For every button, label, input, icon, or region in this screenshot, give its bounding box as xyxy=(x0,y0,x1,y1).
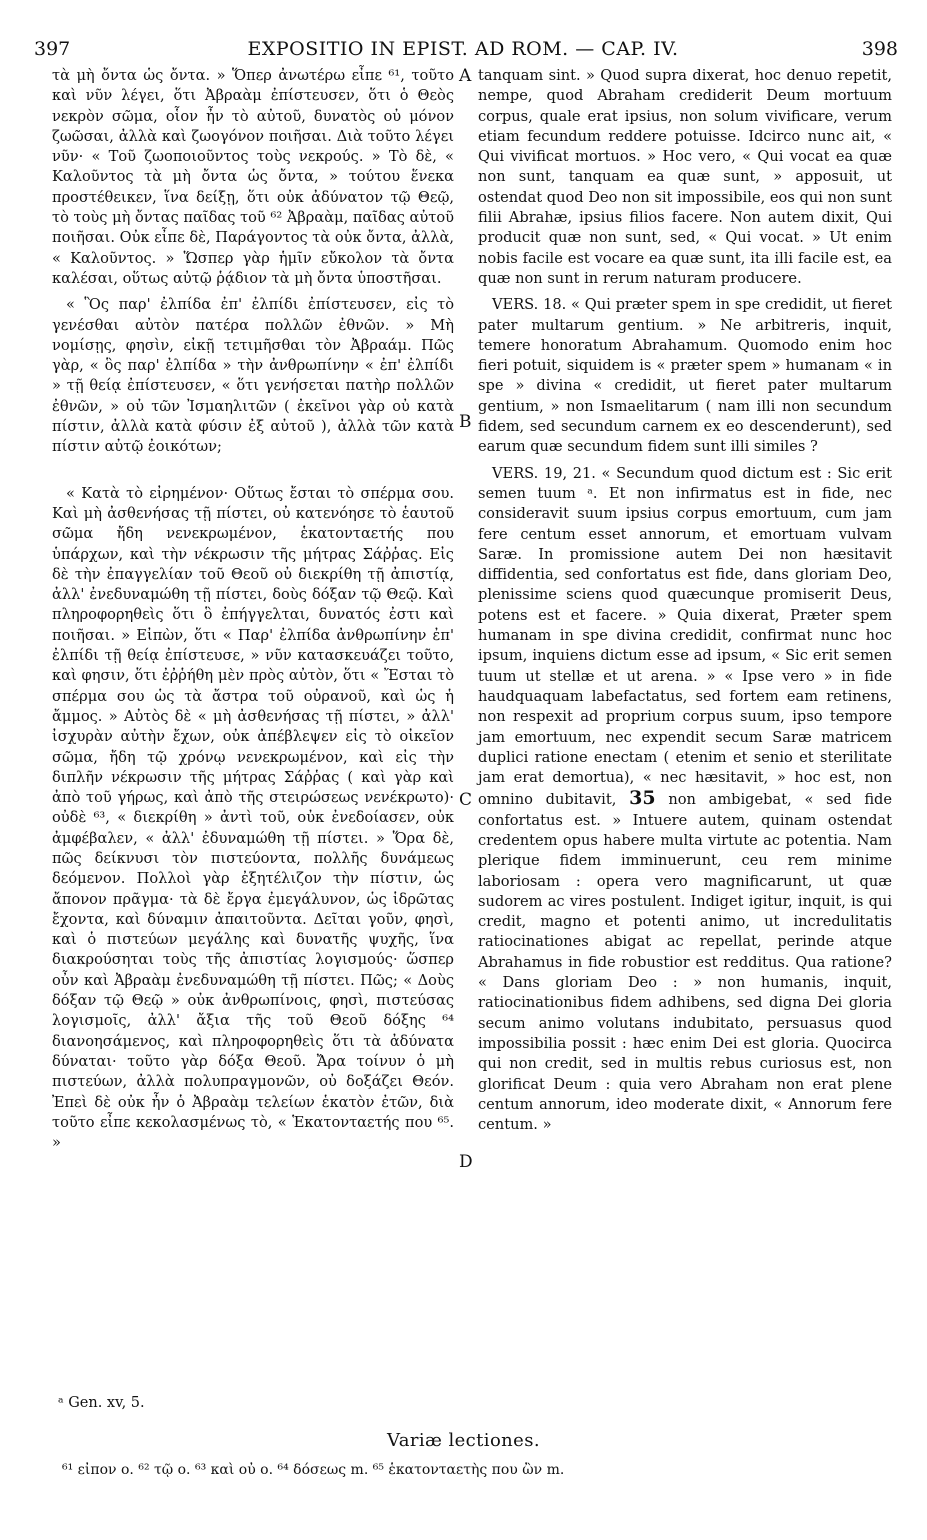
margin-letter-a: A xyxy=(459,66,472,86)
latin-paragraph-1: tanquam sint. » Quod supra dixerat, hoc denuo repetit, nempe, quod Abraham crediderit Deum mortuum corpus, quale erat ipsius, non solum vivificare, verum etiam fecundum reddere potuisse. Idcirco nunc ait, « Qui vivificat mortuos. » Hoc vero, « Qui vocat ea quæ non sunt, tanquam ea quæ sunt, » apposuit, ut ostendat quod Deo non sit impossibile, eos qui non sunt filii Abrahæ, ipsius filios facere. Non autem dixit, Qui producit quæ non sunt, sed, « Qui vocat. » Ut enim nobis facile est vocare ea quæ sunt, ita illi facile est, ea quæ non sunt in rerum naturam producere. xyxy=(478,67,892,287)
running-header xyxy=(28,30,898,64)
latin-paragraph-2: VERS. 18. « Qui præter spem in spe credidit, ut fieret pater multarum gentium. » Ne arbitreris, inquit, temere honoratum Abrahamum. Quomodo enim hoc fieri potuit, siquidem is « præter spem » humanam « in spe » divina « credidit, ut fieret pater multarum gentium, » non Ismaelitarum ( nam illi non secundum fidem, sed secundum carnem ex eo descenderunt), sed earum quæ secundum fidem sunt illi similes ? xyxy=(478,296,892,456)
latin-column xyxy=(478,66,892,1141)
running-title: EXPOSITIO IN EPIST. AD ROM. — CAP. IV. xyxy=(247,38,679,60)
variae-lectiones-title: Variæ lectiones. xyxy=(386,1430,540,1451)
greek-column xyxy=(52,66,454,1159)
margin-letter-d: D xyxy=(459,1152,473,1172)
variae-lectiones-line: ⁶¹ εἶπον ο. ⁶² τῷ ο. ⁶³ καὶ οὐ ο. ⁶⁴ δόσεως m. ⁶⁵ ἑκατονταετὴς που ὢν m. xyxy=(62,1462,565,1478)
greek-paragraph-2: « Ὃς παρ' ἐλπίδα ἐπ' ἐλπίδι ἐπίστευσεν, εἰς τὸ γενέσθαι αὐτὸν πατέρα πολλῶν ἐθνῶν. » Μὴ νομίσῃς, φησὶν, εἰκῇ τετιμῆσθαι τὸν Ἀβραάμ. Πῶς γὰρ, « ὃς παρ' ἐλπίδα » τὴν ἀνθρωπίνην « ἐπ' ἐλπίδι » τῇ θείᾳ ἐπίστευσεν, « ὅτι γενήσεται πατὴρ πολλῶν ἐθνῶν, » οὐ τῶν Ἰσμαηλιτῶν ( ἐκεῖνοι γὰρ οὐ κατὰ πίστιν, ἀλλὰ κατὰ φύσιν ἐξ αὐτοῦ ), ἀλλὰ τῶν κατὰ πίστιν αὐτῷ ἐοικότων; xyxy=(52,296,454,456)
footnote: ᵃ Gen. xv, 5. xyxy=(58,1395,145,1411)
latin-paragraph-3 xyxy=(478,464,892,1136)
page-number-left: 397 xyxy=(34,38,71,60)
margin-letter-b: B xyxy=(459,412,472,432)
greek-paragraph-1: τὰ μὴ ὄντα ὡς ὄντα. » Ὅπερ ἀνωτέρω εἶπε ⁶¹, τοῦτο καὶ νῦν λέγει, ὅτι Ἀβραὰμ ἐπίστευσεν, ὅτι ὁ Θεὸς νεκρὸν σῶμα, οἷον ἦν τὸ αὐτοῦ, δυνατὸς οὐ μόνον ζωῶσαι, ἀλλὰ καὶ ζωογόνον ποιῆσαι. Διὰ τοῦτο λέγει νῦν· « Τοῦ ζωοποιοῦντος τοὺς νεκρούς. » Τὸ δὲ, « Καλοῦντος τὰ μὴ ὄντα ὡς ὄντα, » τούτου ἕνεκα προστέθεικεν, ἵνα δείξῃ, ὅτι οὐκ ἀδύνατον τῷ Θεῷ, τὸ τοὺς μὴ ὄντας παῖδας τοῦ ⁶² Ἀβραὰμ, παῖδας αὐτοῦ ποιῆσαι. Οὐκ εἶπε δὲ, Παράγοντος τὰ οὐκ ὄντα, ἀλλὰ, « Καλοῦντος. » Ὥσπερ γὰρ ἡμῖν εὔκολον τὰ ὄντα καλέσαι, οὕτως αὐτῷ ῥᾴδιον τὰ μὴ ὄντα ὑποστῆσαι. xyxy=(52,67,454,287)
column-number: 35 xyxy=(629,787,656,810)
margin-letter-c: C xyxy=(459,790,473,810)
latin-paragraph-3a: VERS. 19, 21. « Secundum quod dictum est : Sic erit semen tuum ᵃ. Et non infirmatus est in fide, nec consideravit suum ipsius corpus emortuum, cum jam fere centum esset annorum, et emortuam vulvam Saræ. In promissione autem Dei non hæsitavit diffidentia, sed confortatus est fide, dans gloriam Deo, plenissime sciens quod quæcunque promiserit Deus, potens est et facere. » Quia dixerat, Præter spem humanam in spe divina credidit, confirmat nunc hoc ipsum, inquiens dictum esse ad ipsum, « Sic erit semen tuum ut stellæ et ut arena. » « Ipse vero » in fide haudquaquam labefactatus, sed fortem eam retinens, non respexit ad proprium corpus suum, ipso tempore jam emortuum, nec expendit secum Saræ matricem duplici ratione enectam ( etenim et senio et sterilitate jam erat demortua), « nec hæsitavit, » hoc est, non omnino dubitavit, xyxy=(478,464,892,809)
page-number-right: 398 xyxy=(861,38,898,60)
greek-paragraph-3: « Κατὰ τὸ εἰρημένον· Οὕτως ἔσται τὸ σπέρμα σου. Καὶ μὴ ἀσθενήσας τῇ πίστει, οὐ κατενόησε τὸ ἑαυτοῦ σῶμα ἤδη νενεκρωμένον, ἑκατονταετής που ὑπάρχων, καὶ τὴν νέκρωσιν τῆς μήτρας Σάῤῥας. Εἰς δὲ τὴν ἐπαγγελίαν τοῦ Θεοῦ οὐ διεκρίθη τῇ ἀπιστίᾳ, ἀλλ' ἐνεδυναμώθη τῇ πίστει, δοὺς δόξαν τῷ Θεῷ. Καὶ πληροφορηθεὶς ὅτι ὃ ἐπήγγελται, δυνατός ἐστι καὶ ποιῆσαι. » Εἰπὼν, ὅτι « Παρ' ἐλπίδα ἀνθρωπίνην ἐπ' ἐλπίδι τῇ θείᾳ ἐπίστευσε, » νῦν κατασκευάζει τοῦτο, καὶ φησιν, ὅτι ἐῤῥήθη μὲν πρὸς αὐτὸν, ὅτι « Ἔσται τὸ σπέρμα σου ὡς τὰ ἄστρα τοῦ οὐρανοῦ, καὶ ὡς ἡ ἄμμος. » Αὐτὸς δὲ « μὴ ἀσθενήσας τῇ πίστει, » ἀλλ' ἰσχυρὰν αὐτὴν ἔχων, οὐκ ἀπέβλεψεν εἰς τὸ οἰκεῖον σῶμα, ἤδη τῷ χρόνῳ νενεκρωμένον, καὶ εἰς τὴν διπλῆν νέκρωσιν τῆς μήτρας Σάῤῥας ( καὶ γὰρ καὶ ἀπὸ τοῦ γήρως, καὶ ἀπὸ τῆς στειρώσεως νενέκρωτο)· οὐδὲ ⁶³, « διεκρίθη » ἀντὶ τοῦ, οὐκ ἐνεδοίασεν, οὐκ ἀμφέβαλεν, « ἀλλ' ἐδυναμώθη τῇ πίστει. » Ὅρα δὲ, πῶς δείκνυσι τὸν πιστεύοντα, πολλῆς δυνάμεως δεόμενον. Πολλοὶ γὰρ ἐξητέλιζον τὴν πίστιν, ὡς ἄπονον πρᾶγμα· τὰ δὲ ἔργα ἐμεγάλυνον, ὡς ἱδρῶτας ἔχοντα, καὶ δύναμιν ἀπαιτοῦντα. Δεῖται γοῦν, φησὶ, καὶ ὁ πιστεύων μεγάλης καὶ δυνατῆς ψυχῆς, ἵνα διακρούσηται τοὺς τῆς ἀπιστίας λογισμούς· ὥσπερ οὖν καὶ Ἀβραὰμ ἐνεδυναμώθη τῇ πίστει. Πῶς; « Δοὺς δόξαν τῷ Θεῷ » οὐκ ἀνθρωπίνοις, φησὶ, πιστεύσας λογισμοῖς, ἀλλ' ἄξια τῆς τοῦ Θεοῦ δόξης ⁶⁴ διανοησάμενος, καὶ πληροφορηθεὶς ὅτι τὰ ἀδύνατα δύναται· τοῦτο γὰρ δόξα Θεοῦ. Ἄρα τοίνυν ὁ μὴ πιστεύων, ἀλλὰ πολυπραγμονῶν, οὐ δοξάζει Θεόν. Ἐπεὶ δὲ οὐκ ἦν ὁ Ἀβραὰμ τελείων ἑκατὸν ἐτῶν, διὰ τοῦτο εἶπε κεκολασμένως τὸ, « Ἑκατονταετής που ⁶⁵. » xyxy=(52,484,454,1152)
latin-paragraph-3b: non ambigebat, « sed fide confortatus est. » Intuere autem, quinam ostendat credentem opus habere multa virtute ac potentia. Nam plerique fidem imminuerunt, ceu rem minime laboriosam : opera vero magnificarunt, ut quæ sudorem ac vires postulent. Indiget igitur, inquit, is qui credit, magno et potenti animo, ut incredulitatis ratiocinationes abigat ac repellat, perinde atque Abrahamus in fide robustior est redditus. Qua ratione? « Dans gloriam Deo : » non humanis, inquit, ratiocinationibus fidem adhibens, sed digna Dei gloria secum animo volutans indubitato, persuasus quod impossibilia possit : hæc enim Dei est gloria. Quocirca qui non credit, sed in multis rebus curiosus est, non glorificat Deum : quia vero Abraham non erat plene centum annorum, ideo moderate dixit, « Annorum fere centum. » xyxy=(478,791,893,1134)
